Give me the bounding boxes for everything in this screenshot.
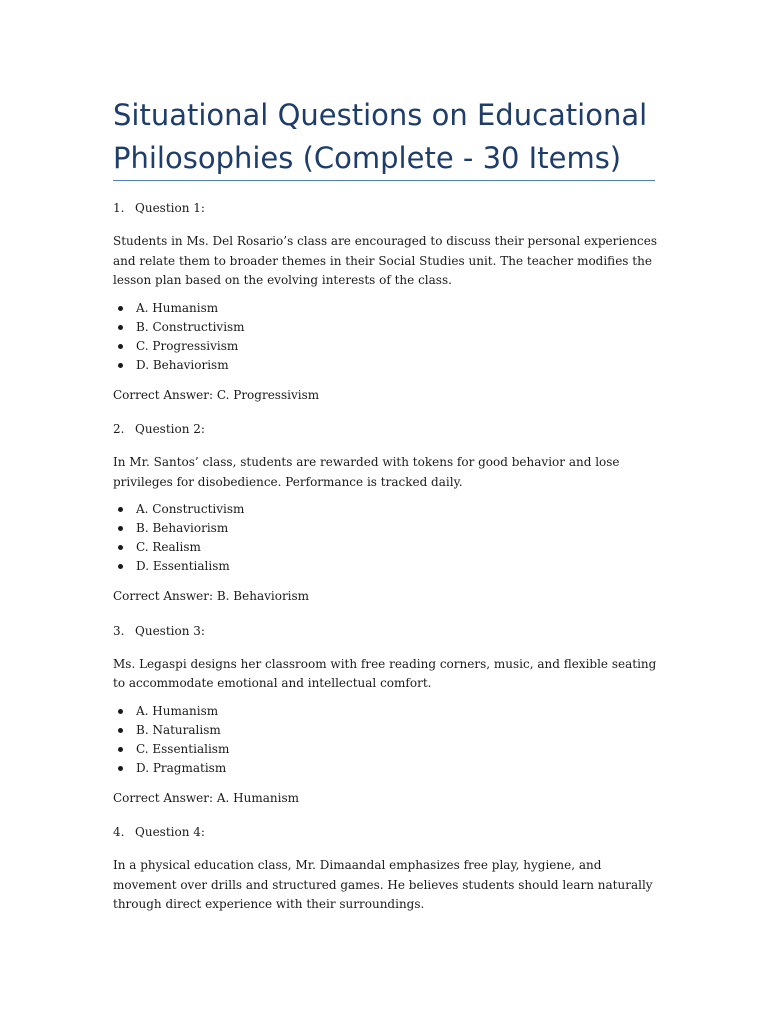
question-stem: Students in Ms. Del Rosario’s class are encouraged to discuss their personal experiences and relate them to broader themes in their Social Studies unit. The teacher modifies the lesson plan based on the evolving interests of the class.: [113, 234, 658, 287]
question-stem: In Mr. Santos’ class, students are rewarded with tokens for good behavior and lose privileges for disobedience. Performance is tracked daily.: [113, 455, 620, 489]
bullet-icon: [118, 507, 123, 512]
question-number: 2.: [113, 422, 125, 436]
option-list: [113, 702, 658, 778]
question-heading: [113, 622, 658, 642]
question-number: 3.: [113, 623, 125, 638]
bullet-icon: [118, 344, 123, 349]
option-label: A. Constructivism: [136, 502, 245, 516]
option-label: C. Essentialism: [136, 741, 230, 756]
bullet-icon: [118, 363, 123, 368]
option-item: [113, 759, 658, 778]
question-heading: [113, 199, 658, 219]
option-item: [113, 356, 658, 375]
question-number: 1.: [113, 201, 125, 215]
option-item: [113, 519, 658, 538]
question-block: [113, 420, 658, 607]
option-item: [113, 557, 658, 576]
question-block: [113, 622, 658, 809]
option-label: D. Behaviorism: [136, 357, 229, 372]
question-heading: [113, 420, 658, 440]
option-label: B. Behaviorism: [136, 521, 229, 535]
option-item: [113, 538, 658, 557]
question-stem: In a physical education class, Mr. Dimaandal emphasizes free play, hygiene, and movement over drills and structured games. He believes students should learn naturally through direct experience with their surroundings.: [113, 858, 653, 911]
option-label: D. Essentialism: [136, 559, 230, 573]
bullet-icon: [118, 728, 123, 733]
option-label: C. Realism: [136, 540, 201, 554]
question-heading: [113, 823, 658, 843]
option-label: C. Progressivism: [136, 338, 239, 353]
bullet-icon: [118, 325, 123, 330]
title-underline: [113, 180, 655, 181]
option-label: D. Pragmatism: [136, 760, 227, 775]
option-item: [113, 740, 658, 759]
correct-answer: Correct Answer: B. Behaviorism: [113, 589, 310, 603]
bullet-icon: [118, 564, 123, 569]
option-list: [113, 299, 658, 375]
bullet-icon: [118, 526, 123, 531]
question-label: Question 2:: [135, 422, 205, 436]
bullet-icon: [118, 709, 123, 714]
option-item: [113, 337, 658, 356]
question-label: Question 3:: [135, 623, 205, 638]
bullet-icon: [118, 306, 123, 311]
question-block: [113, 823, 658, 915]
bullet-icon: [118, 545, 123, 550]
question-label: Question 4:: [135, 825, 205, 839]
option-item: [113, 318, 658, 337]
question-number: 4.: [113, 825, 125, 839]
option-label: A. Humanism: [136, 300, 219, 315]
option-label: A. Humanism: [136, 703, 219, 718]
option-item: [113, 702, 658, 721]
bullet-icon: [118, 747, 123, 752]
option-item: [113, 500, 658, 519]
question-block: [113, 199, 658, 405]
option-item: [113, 721, 658, 740]
option-item: [113, 299, 658, 318]
option-label: B. Naturalism: [136, 722, 221, 737]
option-label: B. Constructivism: [136, 319, 245, 334]
document-title: Situational Questions on Educational Philosophies (Complete - 30 Items): [113, 98, 648, 175]
option-list: [113, 500, 658, 576]
question-stem: Ms. Legaspi designs her classroom with free reading corners, music, and flexible seating to accommodate emotional and intellectual comfort.: [113, 656, 657, 690]
correct-answer: Correct Answer: A. Humanism: [113, 790, 299, 805]
correct-answer: Correct Answer: C. Progressivism: [113, 387, 320, 402]
question-list: [113, 199, 658, 923]
question-label: Question 1:: [135, 201, 205, 215]
bullet-icon: [118, 766, 123, 771]
